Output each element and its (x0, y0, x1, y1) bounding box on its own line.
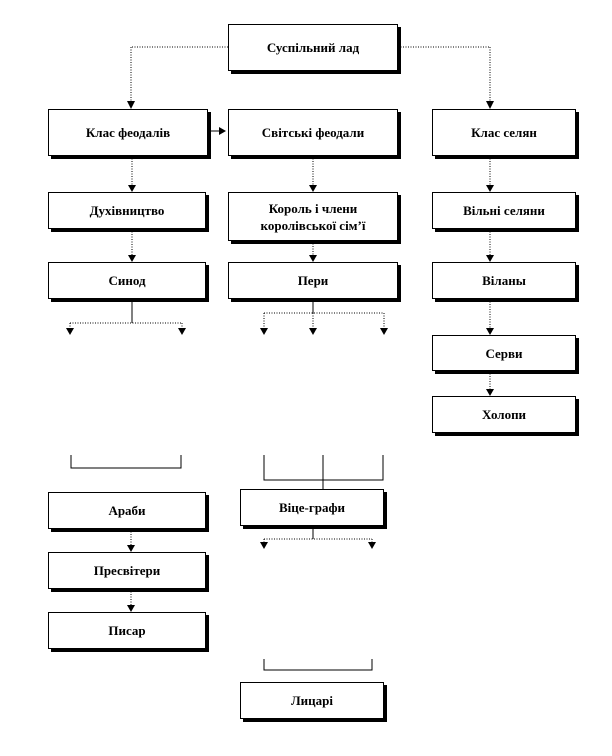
node-label: Віце-графи (279, 500, 345, 515)
node-label: Суспільний лад (266, 40, 360, 55)
arrowhead (128, 255, 136, 262)
connector-line (71, 455, 181, 468)
node-scribe (48, 612, 206, 649)
arrowhead (486, 185, 494, 192)
arrowhead (260, 328, 268, 335)
node-label-line: Король і члени (268, 200, 358, 216)
arrowhead (309, 328, 317, 335)
arrowhead (368, 542, 376, 549)
arrowhead (66, 328, 74, 335)
node-label: Писар (108, 623, 146, 638)
node-free-peasants (432, 192, 576, 229)
node-secular-feudals (228, 109, 398, 156)
arrowhead (128, 185, 136, 192)
arrowhead (260, 542, 268, 549)
node-king (228, 192, 398, 241)
arrowhead (380, 328, 388, 335)
node-label: Серви (485, 345, 523, 361)
node-label-group (261, 200, 366, 234)
node-label: Синод (108, 273, 146, 288)
arrowhead (486, 328, 494, 335)
node-label-line: королівської сім’ї (260, 217, 366, 233)
node-label: Пресвітери (93, 563, 161, 578)
node-kholopy (432, 396, 576, 433)
node-label: Пери (297, 273, 329, 288)
node-root (228, 24, 398, 71)
node-knights (240, 682, 384, 719)
node-serfs (432, 335, 576, 371)
node-label: Холопи (481, 407, 527, 422)
node-feudals (48, 109, 208, 156)
node-vice-counts (240, 489, 384, 526)
arrowhead (486, 389, 494, 396)
node-araby (48, 492, 206, 529)
node-label: Лицарі (290, 693, 333, 708)
node-villeins (432, 262, 576, 299)
arrowhead (309, 185, 317, 192)
arrowhead (127, 545, 135, 552)
node-clergy (48, 192, 206, 229)
node-synod (48, 262, 206, 299)
arrowhead (127, 101, 135, 109)
node-label: Світські феодали (261, 125, 365, 140)
arrowhead (486, 255, 494, 262)
node-label: Араби (108, 503, 146, 518)
node-label: Духівництво (89, 203, 165, 218)
connector-line (264, 659, 372, 670)
node-peasants (432, 109, 576, 156)
arrowhead (178, 328, 186, 335)
arrowhead (486, 101, 494, 109)
node-peers (228, 262, 398, 299)
node-label: Клас селян (471, 125, 537, 140)
node-label: Вільні селяни (463, 203, 545, 218)
node-label: Віланы (482, 273, 526, 288)
arrowhead (127, 605, 135, 612)
arrowhead (219, 127, 226, 135)
node-label: Клас феодалів (85, 125, 171, 140)
node-presbyters (48, 552, 206, 589)
arrowhead (309, 255, 317, 262)
